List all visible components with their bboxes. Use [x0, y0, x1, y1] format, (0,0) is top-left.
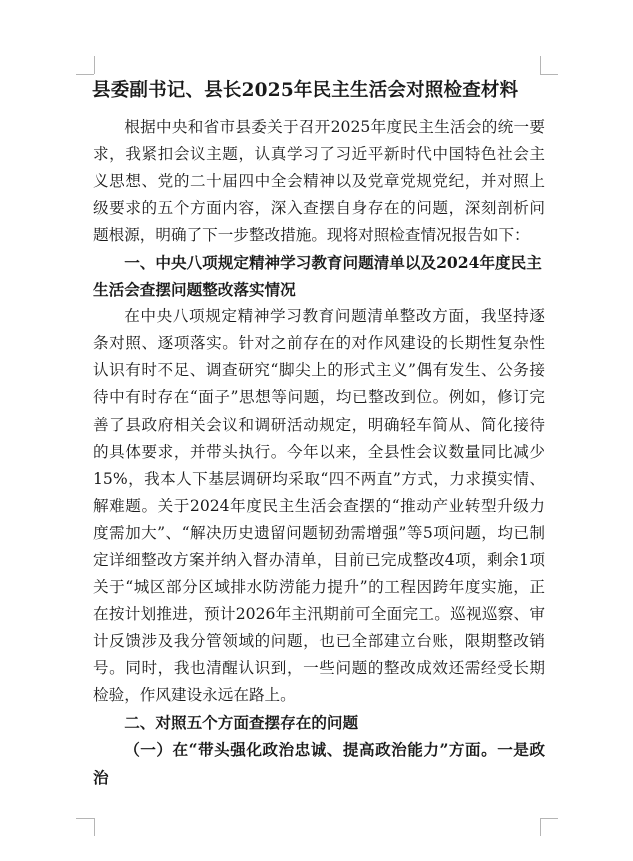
crop-mark-top-right-v: [540, 56, 541, 74]
crop-mark-top-left-h: [76, 74, 94, 75]
document-title: 县委副书记、县长2025年民主生活会对照检查材料: [92, 80, 519, 101]
document-body: [93, 114, 545, 792]
crop-mark-bottom-left-v: [94, 818, 95, 836]
crop-mark-bottom-right-v: [540, 818, 541, 836]
intro-paragraph: 根据中央和省市县委关于召开2025年度民主生活会的统一要求，我紧扣会议主题，认真学习了习近平新时代中国特色社会主义思想、党的二十届四中全会精神以及党章党规党纪，并对照上级要求的五个方面内容，深入查摆自身存在的问题，深刻剖析问题根源，明确了下一步整改措施。现将对照检查情况报告如下：: [93, 118, 545, 245]
section-2-sub-1-heading: （一）在“带头强化政治忠诚、提高政治能力”方面。: [124, 740, 498, 760]
section-2-sub-1-text: 一是政治: [93, 740, 545, 788]
section-2-heading: 二、对照五个方面查摆存在的问题: [124, 713, 359, 733]
crop-mark-top-left-v: [94, 56, 95, 74]
section-2-sub-1: [93, 736, 545, 792]
section-1-paragraph: 在中央八项规定精神学习教育问题清单整改方面，我坚持逐条对照、逐项落实。针对之前存在的对作风建设的长期性复杂性认识有时不足、调查研究“脚尖上的形式主义”偶有发生、公务接待中有时存在“面子”思想等问题，均已整改到位。例如，修订完善了县政府相关会议和调研活动规定，明确轻车简从、简化接待的具体要求，并带头执行。今年以来，全县性会议数量同比减少15%，我本人下基层调研均采取“四不两直”方式，力求摸实情、解难题。关于2024年度民主生活会查摆的“推动产业转型升级力度需加大”、“解决历史遗留问题韧劲需增强”等5项问题，均已制定详细整改方案并纳入督办清单，目前已完成整改4项，剩余1项关于“城区部分区域排水防涝能力提升”的工程因跨年度实施，正在按计划推进，预计2026年主汛期前可全面完工。巡视巡察、审计反馈涉及我分管领域的问题，也已全部建立台账，限期整改销号。同时，我也清醒认识到，一些问题的整改成效还需经受长期检验，作风建设永远在路上。: [93, 307, 545, 704]
crop-mark-bottom-left-h: [76, 818, 94, 819]
crop-mark-top-right-h: [540, 74, 558, 75]
crop-mark-bottom-right-h: [540, 818, 558, 819]
section-1-heading: 一、中央八项规定精神学习教育问题清单以及2024年度民主生活会查摆问题整改落实情况: [93, 253, 542, 300]
